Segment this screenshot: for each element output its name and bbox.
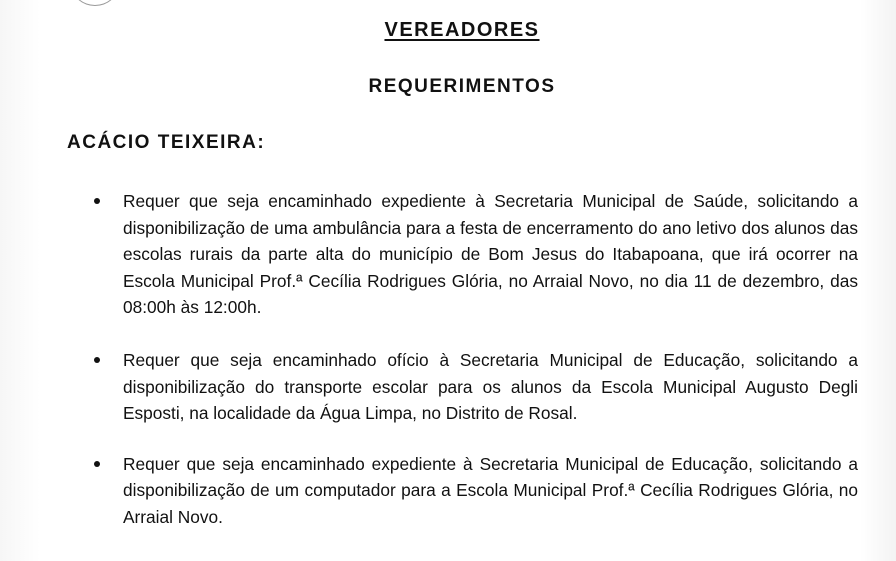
request-item — [92, 347, 858, 427]
document-subtitle: REQUERIMENTOS — [368, 76, 556, 97]
section-title: VEREADORES — [384, 19, 540, 41]
request-text: Requer que seja encaminhado ofício à Secretaria Municipal de Educação, solicitando a disponibilização do transporte escolar para os alunos da Escola Municipal Augusto Degli Esposti, na localidade da Água Limpa, no Distrito de Rosal. — [123, 349, 858, 424]
bullet-icon — [94, 198, 100, 204]
request-item — [92, 451, 858, 531]
request-text: Requer que seja encaminhado expediente à Secretaria Municipal de Saúde, solicitando a disponibilização de uma ambulância para a festa de encerramento do ano letivo dos alunos das escolas rurais da parte alta do município de Bom Jesus do Itabapoana, que irá ocorrer na Escola Municipal Prof.ª Cecília Rodrigues Glória, no Arraial Novo, no dia 11 de dezembro, das 08:00h às 12:00h. — [123, 191, 858, 318]
request-list — [92, 188, 858, 557]
request-item — [92, 188, 858, 321]
bullet-icon — [94, 357, 100, 363]
municipal-seal-icon — [72, 0, 118, 6]
author-name: ACÁCIO TEIXEIRA: — [67, 132, 266, 153]
request-text: Requer que seja encaminhado expediente à Secretaria Municipal de Educação, solicitando a disponibilização de um computador para a Escola Municipal Prof.ª Cecília Rodrigues Glória, no Arraial Novo. — [123, 453, 858, 527]
bullet-icon — [94, 461, 100, 467]
